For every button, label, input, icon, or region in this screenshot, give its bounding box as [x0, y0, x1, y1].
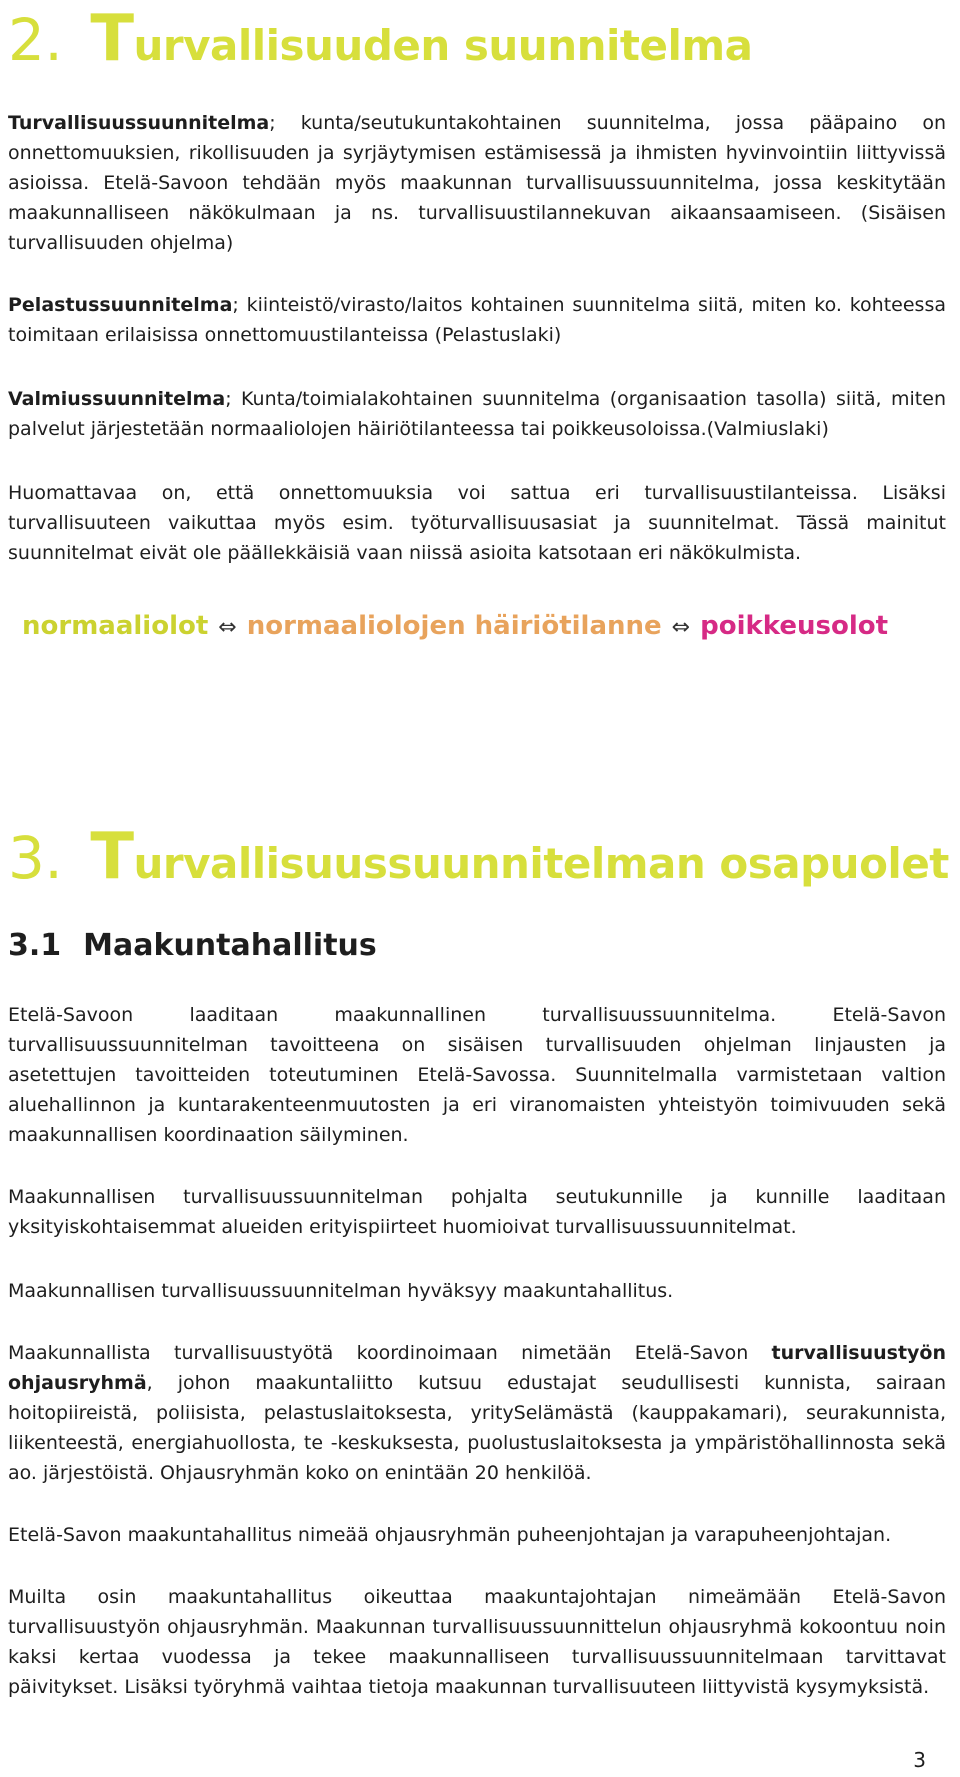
section-2-paragraph-3: [8, 384, 946, 444]
section-2-paragraph-2: [8, 290, 946, 350]
subsection-3-1-heading: [8, 928, 377, 963]
section-3-title-rest: urvallisuussuunnitelman osapuolet: [133, 839, 949, 888]
double-arrow-icon: ⇔: [671, 615, 691, 640]
paragraph-text: Maakunnallista turvallisuustyötä koordinoimaan nimetään Etelä-Savon: [8, 1342, 772, 1364]
double-arrow-icon: ⇔: [218, 615, 237, 640]
document-page: [8, 0, 948, 1777]
section-3-paragraph-4: [8, 1338, 946, 1488]
term-pelastussuunnitelma: Pelastussuunnitelma: [8, 294, 233, 316]
section-2-paragraph-4: [8, 478, 946, 568]
term-turvallisuussuunnitelma: Turvallisuussuunnitelma: [8, 112, 270, 134]
section-3-paragraph-5: [8, 1520, 946, 1550]
situation-flow: [22, 606, 888, 648]
term-ohjausryhma: turvallisuustyön ohjausryhmä: [8, 1342, 946, 1394]
paragraph-text: Maakunnallisen turvallisuussuunnitelman hyväksyy maakuntahallitus.: [8, 1280, 674, 1302]
flow-hairiotilanne: normaaliolojen häiriötilanne: [246, 611, 662, 641]
term-valmiussuunnitelma: Valmiussuunnitelma: [8, 388, 226, 410]
page-number: 3: [913, 1748, 926, 1772]
section-3-title-cap: T: [90, 820, 134, 894]
subsection-title: Maakuntahallitus: [83, 928, 377, 963]
paragraph-text: Huomattavaa on, että onnettomuuksia voi sattua eri turvallisuustilanteissa. Lisäksi turvallisuuteen vaikuttaa myös esim. työturvallisuusasiat ja suunnitelmat. Tässä mainitut suunnitelmat eivät ole päällekkäisiä vaan niissä asioita katsotaan eri näkökulmista.: [8, 482, 946, 564]
section-3-heading: [8, 820, 949, 894]
section-2-heading: [8, 2, 752, 76]
paragraph-text: ; kiinteistö/virasto/laitos kohtainen suunnitelma siitä, miten ko. kohteessa toimitaan erilaisissa onnettomuustilanteissa (Pelastuslaki): [8, 294, 946, 346]
subsection-number: 3.1: [8, 928, 62, 963]
section-3-paragraph-6: [8, 1582, 946, 1702]
paragraph-text: , johon maakuntaliitto kutsuu edustajat seudullisesti kunnista, sairaan hoitopiireistä, poliisista, pelastuslaitoksesta, yritySelämästä (kauppakamari), seurakunnista, liikenteestä, energiahuollosta, te -keskuksesta, puolustuslaitoksesta ja ympäristöhallinnosta sekä ao. järjestöistä. Ohjausryhmän koko on enintään 20 henkilöä.: [8, 1372, 946, 1484]
paragraph-text: Etelä-Savon maakuntahallitus nimeää ohjausryhmän puheenjohtajan ja varapuheenjohtajan.: [8, 1524, 892, 1546]
paragraph-text: ; kunta/seutukuntakohtainen suunnitelma, jossa pääpaino on onnettomuuksien, rikollisuuden ja syrjäytymisen estämisessä ja ihmisten hyvinvointiin liittyvissä asioissa. Etelä-Savoon tehdään myös maakunnan turvallisuussuunnitelma, jossa keskitytään maakunnalliseen näkökulmaan ja ns. turvallisuustilannekuvan aikaansaamiseen. (Sisäisen turvallisuuden ohjelma): [8, 112, 946, 254]
section-2-title-cap: T: [90, 2, 134, 76]
section-3-paragraph-2: [8, 1182, 946, 1242]
flow-normaaliolot: normaaliolot: [22, 611, 209, 641]
section-2-number: 2.: [8, 6, 63, 74]
section-3-paragraph-1: [8, 1000, 946, 1150]
paragraph-text: Maakunnallisen turvallisuussuunnitelman pohjalta seutukunnille ja kunnille laaditaan yksityiskohtaisemmat alueiden erityispiirteet huomioivat turvallisuussuunnitelmat.: [8, 1186, 946, 1238]
paragraph-text: ; Kunta/toimialakohtainen suunnitelma (organisaation tasolla) siitä, miten palvelut järjestetään normaaliolojen häiriötilanteessa tai poikkeusoloissa.(Valmiuslaki): [8, 388, 946, 440]
section-2-title-rest: urvallisuuden suunnitelma: [133, 21, 753, 70]
paragraph-text: Muilta osin maakuntahallitus oikeuttaa maakuntajohtajan nimeämään Etelä-Savon turvallisuustyön ohjausryhmän. Maakunnan turvallisuussuunnittelun ohjausryhmä kokoontuu noin kaksi kertaa vuodessa ja tekee maakunnalliseen turvallisuussuunnitelmaan tarvittavat päivitykset. Lisäksi työryhmä vaihtaa tietoja maakunnan turvallisuuteen liittyvistä kysymyksistä.: [8, 1586, 946, 1698]
section-3-paragraph-3: [8, 1276, 946, 1306]
paragraph-text: Etelä-Savoon laaditaan maakunnallinen turvallisuussuunnitelma. Etelä-Savon turvallisuussuunnitelman tavoitteena on sisäisen turvallisuuden ohjelman linjausten ja asetettujen tavoitteiden toteutuminen Etelä-Savossa. Suunnitelmalla varmistetaan valtion aluehallinnon ja kuntarakenteenmuutosten ja eri viranomaisten yhteistyön toimivuuden sekä maakunnallisen koordinaation säilyminen.: [8, 1004, 946, 1146]
flow-poikkeusolot: poikkeusolot: [700, 611, 889, 641]
section-3-number: 3.: [8, 824, 63, 892]
section-2-paragraph-1: [8, 108, 946, 258]
